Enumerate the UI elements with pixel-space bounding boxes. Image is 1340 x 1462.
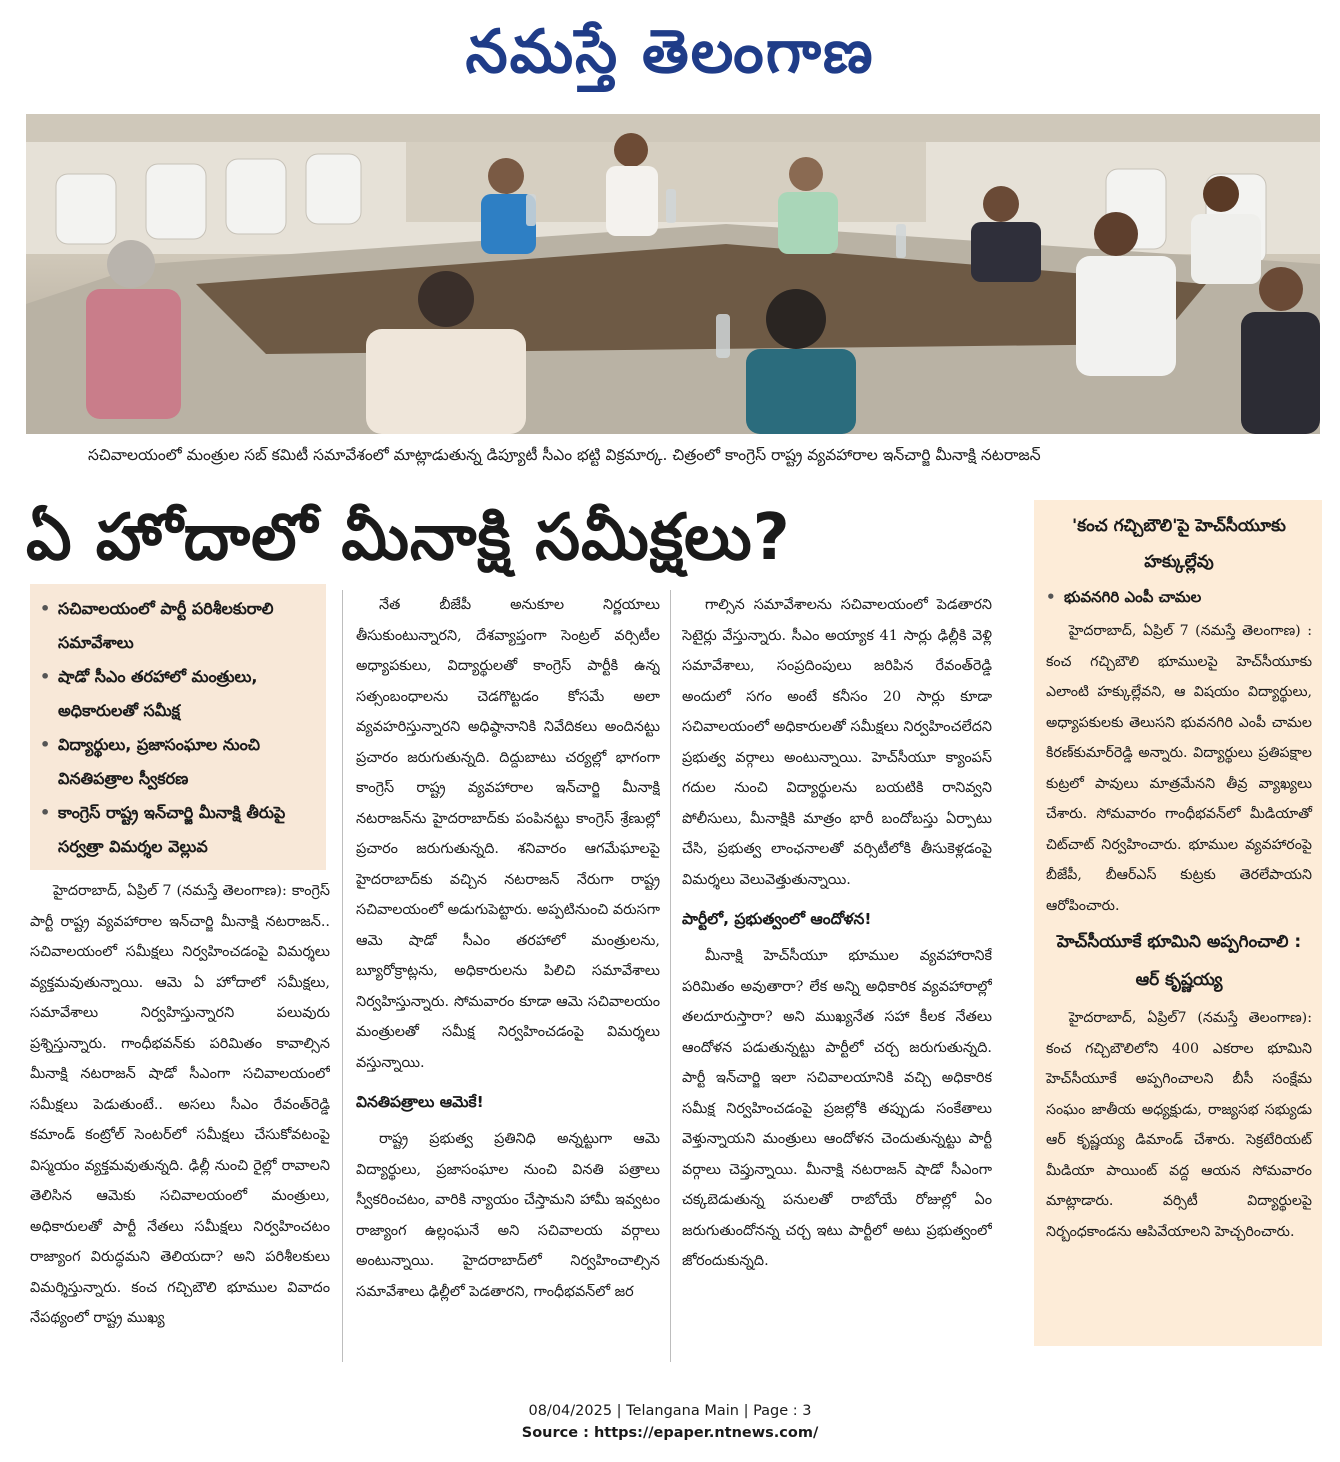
highlight-item: • విద్యార్థులు, ప్రజాసంఘాల నుంచి వినతిపత్రాల స్వీకరణ (40, 728, 318, 796)
article-paragraph: రాష్ట్ర ప్రభుత్వ ప్రతినిధి అన్నట్టుగా ఆమె విద్యార్థులు, ప్రజాసంఘాల నుంచి వినతి పత్రాలు స్వీకరించటం, వారికి న్యాయం చేస్తామని హామీ ఇవ్వటం రాజ్యాంగ ఉల్లంఘనే అని సచివాలయ వర్గాలు అంటున్నాయి. హైదరాబాద్‌లో నిర్వహించాల్సిన సమావేశాలు ఢిల్లీలో పెడతారని, గాంధీభవన్‌లో జర (356, 1131, 660, 1300)
column-divider (670, 590, 671, 1362)
footer-source-link[interactable]: Source : https://epaper.ntnews.com/ (521, 1425, 819, 1441)
article-subhead: వినతిపత్రాలు ఆమెకే! (356, 1093, 484, 1111)
sidebar-bullet: • భువనగిరి ఎంపీ చామల (1046, 580, 1312, 614)
page-footer (0, 1400, 1340, 1448)
highlight-item: • సచివాలయంలో పార్టీ పరిశీలకురాలి సమావేశాలు (40, 592, 318, 660)
article-column-2 (356, 590, 660, 1362)
article-paragraph: మీనాక్షి హెచ్‌సీయూ భూముల వ్యవహారానికే పరిమితం అవుతారా? లేక అన్ని అధికారిక వ్యవహారాల్లో తలదూరుస్తారా? అని ముఖ్యనేత సహా కీలక నేతలు ఆందోళన పడుతున్నట్టు పార్టీలో చర్చ జరుగుతున్నది. పార్టీ ఇన్‌చార్జి ఇలా సచివాలయానికి వచ్చి అధికారిక సమీక్ష నిర్వహించడంపై ప్రజల్లోకి తప్పుడు సంకేతాలు వెళ్తున్నాయని మంత్రులు ఆందోళన చెందుతున్నట్టు పార్టీ వర్గాలు చెప్తున్నాయి. మీనాక్షి నటరాజన్ షాడో సీఎంగా చక్కబెడుతున్న పనులతో రాబోయే రోజుల్లో ఏం జరుగుతుందోనన్న చర్చ ఇటు పార్టీలో అటు ప్రభుత్వంలో జోరందుకున్నది. (682, 948, 992, 1269)
main-headline: ఏ హోదాలో మీనాక్షి సమీక్షలు? (26, 501, 791, 575)
news-photo (26, 114, 1320, 434)
article-paragraph: నేత బీజేపీ అనుకూల నిర్ణయాలు తీసుకుంటున్నారని, దేశవ్యాప్తంగా సెంట్రల్ వర్సిటీల అధ్యాపకులు, విద్యార్థులతో కాంగ్రెస్ పార్టీకి ఉన్న సత్సంబంధాలను చెడగొట్టడం కోసమే అలా వ్యవహరిస్తున్నారని అధిష్ఠానానికి నివేదికలు అందినట్టు ప్రచారం జరుగుతున్నది. దిద్దుబాటు చర్యల్లో భాగంగా కాంగ్రెస్ రాష్ట్ర వ్యవహారాల ఇన్‌చార్జి మీనాక్షి నటరాజన్‌ను హైదరాబాద్‌కు పంపినట్టు కాంగ్రెస్ శ్రేణుల్లో ప్రచారం జరుగుతున్నది. శనివారం ఆగమేఘాలపై హైదరాబాద్‌కు వచ్చిన నటరాజన్ నేరుగా రాష్ట్ర సచివాలయంలో అడుగుపెట్టారు. అప్పటినుంచి వరుసగా ఆమె షాడో సీఎం తరహాలో మంత్రులను, బ్యూరోక్రాట్లను, అధికారులను పిలిచి సమావేశాలు నిర్వహిస్తున్నారు. సోమవారం కూడా ఆమె సచివాలయం మంత్రులతో సమీక్ష నిర్వహించడంపై విమర్శలు వస్తున్నాయి. (356, 597, 660, 1071)
sidebar-paragraph-1: హైదరాబాద్, ఏప్రిల్ 7 (నమస్తే తెలంగాణ) : కంచ గచ్చిబౌలి భూములపై హెచ్‌సీయూకు ఎలాంటి హక్కుల్లేవని, ఆ విషయం విద్యార్థులు, అధ్యాపకులకు తెలుసని భువనగిరి ఎంపీ చామల కిరణ్‌కుమార్‌రెడ్డి అన్నారు. విద్యార్థులు ప్రతిపక్షాల కుట్రలో పావులు మాత్రమేనని తీవ్ర వ్యాఖ్యలు చేశారు. సోమవారం గాంధీభవన్‌లో మీడియాతో చిట్‌చాట్ నిర్వహించారు. భూముల వ్యవహారంపై బీజేపీ, బీఆర్‌ఎస్ కుట్రకు తెరలేపాయని ఆరోపించారు. (1046, 623, 1312, 914)
article-paragraph: గాల్సిన సమావేశాలను సచివాలయంలో పెడతారని సెటైర్లు వేస్తున్నారు. సీఎం అయ్యాక 41 సార్లు ఢిల్లీకి వెళ్లి సమావేశాలు, సంప్రదింపులు జరిపిన రేవంత్‌రెడ్డి అందులో సగం అంటే కనీసం 20 సార్లు కూడా సచివాలయంలో అధికారులతో సమీక్షలు నిర్వహించలేదని ప్రభుత్వ వర్గాలు అంటున్నాయి. హెచ్‌సీయూ క్యాంపస్ గదుల నుంచి విద్యార్థులను బయటికి రానివ్వని పోలీసులు, మీనాక్షికి మాత్రం భారీ బందోబస్తు ఏర్పాటు చేసి, ప్రభుత్వ లాంఛనాలతో వర్సిటీలోకి తీసుకెళ్లడంపై విమర్శలు వెలువెత్తుతున్నాయి. (682, 597, 992, 888)
article-paragraph: హైదరాబాద్, ఏప్రిల్ 7 (నమస్తే తెలంగాణ): కాంగ్రెస్ పార్టీ రాష్ట్ర వ్యవహారాల ఇన్‌చార్జి మీనాక్షి నటరాజన్.. సచివాలయంలో సమీక్షలు నిర్వహించడంపై విమర్శలు వ్యక్తమవుతున్నాయి. ఆమె ఏ హోదాలో సమీక్షలు, సమావేశాలు నిర్వహిస్తున్నారని పలువురు ప్రశ్నిస్తున్నారు. గాంధీభవన్‌కు పరిమితం కావాల్సిన మీనాక్షి నటరాజన్ షాడో సీఎంగా సచివాలయంలో సమీక్షలు పెడుతుంటే.. అసలు సీఎం రేవంత్‌రెడ్డి కమాండ్ కంట్రోల్ సెంటర్‌లో సమీక్షలు చేసుకోవటంపై విస్మయం వ్యక్తమవుతున్నది. ఢిల్లీ నుంచి రైల్లో రావాలని తెలిసిన ఆమెకు సచివాలయంలో మంత్రులు, అధికారులతో పార్టీ నేతలు సమీక్షలు నిర్వహించటం రాజ్యాంగ విరుద్ధమని తెలియదా? అని పరిశీలకులు విమర్శిస్తున్నారు. కంచ గచ్చిబౌలి భూముల వివాదం నేపథ్యంలో రాష్ట్ర ముఖ్య (30, 883, 330, 1326)
sidebar-news-box (1034, 500, 1322, 1346)
article-subhead: పార్టీలో, ప్రభుత్వంలో ఆందోళన! (682, 910, 872, 928)
sidebar-headline-2: హెచ్‌సీయూకే భూమిని అప్పగించాలి : ఆర్ కృష్ణయ్య (1056, 932, 1302, 990)
meeting-photo-illustration (26, 114, 1320, 434)
masthead: నమస్తే తెలంగాణ (465, 17, 875, 87)
sidebar-headline-1: 'కంచ గచ్చిబౌలి'పై హెచ్‌సీయూకు హక్కుల్లేవు (1072, 516, 1286, 572)
sidebar-paragraph-2: హైదరాబాద్, ఏప్రిల్7 (నమస్తే తెలంగాణ): కంచ గచ్చిబౌలిలోని 400 ఎకరాల భూమిని హెచ్‌సీయూకే అప్పగించాలని బీసీ సంక్షేమ సంఘం జాతీయ అధ్యక్షుడు, రాజ్యసభ సభ్యుడు ఆర్ కృష్ణయ్య డిమాండ్ చేశారు. సెక్రటేరియట్ మీడియా పాయింట్ వద్ద ఆయన సోమవారం మాట్లాడారు. వర్సిటీ విద్యార్థులపై నిర్బంధకాండను ఆపివేయాలని హెచ్చరించారు. (1046, 1010, 1312, 1240)
article-column-1 (30, 876, 330, 1362)
photo-caption: సచివాలయంలో మంత్రుల సబ్ కమిటీ సమావేశంలో మాట్లాడుతున్న డిప్యూటీ సీఎం భట్టి విక్రమార్క. చిత్రంలో కాంగ్రెస్ రాష్ట్ర వ్యవహారాల ఇన్‌చార్జి మీనాక్షి నటరాజన్ (88, 446, 1041, 464)
footer-edition-info: 08/04/2025 | Telangana Main | Page : 3 (528, 1403, 812, 1419)
column-divider (342, 590, 343, 1362)
highlights-box (30, 584, 326, 870)
article-column-3 (682, 590, 992, 1362)
highlight-item: • షాడో సీఎం తరహాలో మంత్రులు, అధికారులతో సమీక్ష (40, 660, 318, 728)
highlight-item: • కాంగ్రెస్ రాష్ట్ర ఇన్‌చార్జి మీనాక్షి తీరుపై సర్వత్రా విమర్శల వెల్లువ (40, 796, 318, 864)
